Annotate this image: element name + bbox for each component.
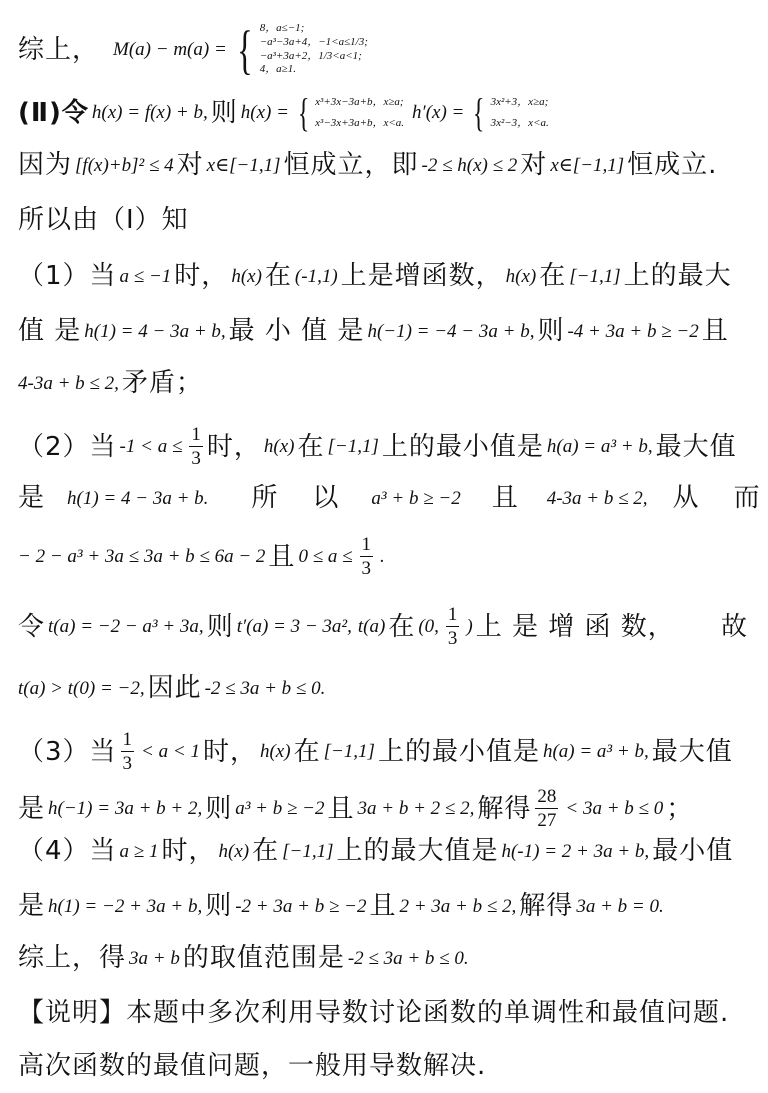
case: x³+3x−3a+b，x≥a; xyxy=(315,96,404,108)
fraction xyxy=(121,730,135,773)
case-2-line-1 xyxy=(18,425,748,468)
formula: h(x) xyxy=(259,741,291,762)
formula: h(1) = 4 − 3a + b, xyxy=(84,320,226,342)
formula: -4 + 3a + b ≥ −2 xyxy=(567,320,699,342)
text: 解得 xyxy=(477,793,532,824)
case: x³−3x+3a+b，x<a. xyxy=(315,116,405,129)
text: 令 xyxy=(18,611,46,642)
formula: < a < 1 xyxy=(141,741,200,762)
text: 上的最大值是 xyxy=(336,836,499,866)
text: 上 是 增 函 数， xyxy=(475,611,675,642)
text: 是 xyxy=(18,793,46,824)
text: 且 xyxy=(491,483,519,513)
case-1-line-3 xyxy=(18,370,748,396)
formula: − 2 − a³ + 3a ≤ 3a + b ≤ 6a − 2 xyxy=(18,546,266,567)
text: 最小值 xyxy=(652,836,734,866)
text: 【说明】本题中多次利用导数讨论函数的单调性和最值问题. xyxy=(18,998,730,1028)
case-1-line-1 xyxy=(18,263,748,289)
text: 时， xyxy=(174,261,229,291)
fraction-numerator: 28 xyxy=(537,786,557,807)
text: 在 xyxy=(293,736,321,767)
brace: { xyxy=(473,89,485,135)
formula: a ≥ 1 xyxy=(119,840,159,862)
case-4-line-2 xyxy=(18,893,748,919)
text: 时， xyxy=(206,431,261,462)
formula: (0, xyxy=(418,616,439,637)
formula: h(1) = 4 − 3a + b. xyxy=(67,487,209,509)
case-3-line-1 xyxy=(18,730,748,773)
reference-line xyxy=(18,207,748,233)
case: 4，a≥1. xyxy=(259,63,296,76)
formula: a³ + b ≥ −2 xyxy=(235,798,325,819)
function-t-result xyxy=(18,675,748,701)
formula: t(a) = −2 − a³ + 3a, xyxy=(48,616,204,637)
formula: t(a) > t(0) = −2, xyxy=(18,677,145,699)
fraction-denominator: 3 xyxy=(447,628,458,649)
fraction-denominator: 27 xyxy=(537,810,557,831)
text: 在 xyxy=(539,261,567,291)
text: 时， xyxy=(202,736,257,767)
formula: 3a + b = 0. xyxy=(576,895,664,917)
summary-line-1 xyxy=(18,19,748,80)
text: 则 xyxy=(206,611,234,642)
text: 则 xyxy=(205,891,233,921)
text: 且 xyxy=(369,891,397,921)
formula: t(a) xyxy=(357,616,386,637)
text: 时， xyxy=(161,836,216,866)
fraction-numerator: 1 xyxy=(122,729,133,750)
text: 上的最小值是 xyxy=(377,736,540,767)
case: −a³+3a+2，1/3<a<1; xyxy=(259,49,362,62)
text: 而 xyxy=(733,483,761,513)
formula: h(x) xyxy=(231,265,262,287)
explanation-line-1 xyxy=(18,1000,748,1026)
fraction-numerator: 1 xyxy=(447,604,458,625)
case: 8，a≤−1; xyxy=(259,22,305,34)
formula: 3a + b + 2 ≤ 2, xyxy=(357,798,475,819)
case-2-line-2 xyxy=(18,483,761,513)
text: 是 xyxy=(18,483,46,513)
formula: h(-1) = 2 + 3a + b, xyxy=(501,840,650,862)
formula: [−1,1] xyxy=(327,436,379,457)
formula: h′(x) = xyxy=(412,102,465,124)
text: 矛盾； xyxy=(121,368,203,398)
text: 综上，得 xyxy=(18,943,127,973)
case: 3x²−3，x<a. xyxy=(490,116,549,129)
formula: 4-3a + b ≤ 2, xyxy=(18,372,119,394)
case: 3x²+3，x≥a; xyxy=(490,96,549,108)
text: 且 xyxy=(327,793,355,824)
fraction-denominator: 3 xyxy=(361,558,372,579)
text: 综上， xyxy=(18,34,100,65)
text: 因此 xyxy=(147,673,202,703)
formula: (-1,1) xyxy=(294,265,338,287)
piecewise-cases xyxy=(260,22,368,77)
text: 上的最小值是 xyxy=(381,431,544,462)
text: 是 xyxy=(18,891,46,921)
text: 则 xyxy=(537,316,565,346)
explanation-line-2 xyxy=(18,1053,748,1079)
fraction-denominator: 3 xyxy=(122,753,133,774)
formula: ) xyxy=(466,616,473,637)
text: (Ⅱ)令 xyxy=(18,97,89,128)
text: 对 xyxy=(520,150,548,180)
fraction xyxy=(535,787,558,830)
text: 对 xyxy=(176,150,204,180)
text: 在 xyxy=(264,261,292,291)
fraction-numerator: 1 xyxy=(361,534,372,555)
formula: 4-3a + b ≤ 2, xyxy=(546,487,648,509)
formula: 3a + b xyxy=(129,947,180,969)
formula: h(−1) = −4 − 3a + b, xyxy=(367,320,535,342)
formula: x∈[−1,1] xyxy=(550,154,625,176)
formula: -2 ≤ h(x) ≤ 2 xyxy=(421,154,518,176)
fraction xyxy=(189,425,203,468)
case-4-line-1 xyxy=(18,838,748,864)
formula: h(1) = −2 + 3a + b, xyxy=(48,895,203,917)
text: 则 xyxy=(205,793,233,824)
text: 在 xyxy=(297,431,325,462)
formula: [f(x)+b]² ≤ 4 xyxy=(75,154,174,176)
text: 因为 xyxy=(18,150,73,180)
text: 最大值 xyxy=(651,736,733,767)
formula: a³ + b ≥ −2 xyxy=(371,487,461,509)
formula: a ≤ −1 xyxy=(119,265,172,287)
condition-line xyxy=(18,152,748,178)
text: 所以由（Ⅰ）知 xyxy=(18,205,189,235)
formula: [−1,1] xyxy=(323,741,375,762)
function-t-line xyxy=(18,605,748,648)
text: 在 xyxy=(388,611,416,642)
text: 所 xyxy=(251,483,279,513)
text: 最大值 xyxy=(655,431,737,462)
text: 且 xyxy=(268,541,296,572)
text: （1）当 xyxy=(18,261,117,291)
formula: -2 ≤ 3a + b ≤ 0. xyxy=(347,947,469,969)
piecewise-cases xyxy=(491,92,549,134)
formula: h(−1) = 3a + b + 2, xyxy=(48,798,203,819)
formula: h(x) xyxy=(505,265,537,287)
formula: t′(a) = 3 − 3a², xyxy=(236,616,352,637)
text: 且 xyxy=(701,316,729,346)
text: （4）当 xyxy=(18,836,117,866)
piecewise-cases xyxy=(315,92,404,134)
text: 最 小 值 是 xyxy=(228,316,365,346)
formula: < 3a + b ≤ 0 xyxy=(565,798,664,819)
brace: { xyxy=(236,19,253,80)
formula: 2 + 3a + b ≤ 2, xyxy=(399,895,517,917)
text: （2）当 xyxy=(18,431,117,462)
case: −a³−3a+4，−1<a≤1/3; xyxy=(259,35,368,48)
formula: h(a) = a³ + b, xyxy=(542,741,649,762)
fraction xyxy=(446,605,460,648)
formula: . xyxy=(380,546,385,567)
formula: h(x) xyxy=(218,840,250,862)
formula: h(a) = a³ + b, xyxy=(546,436,653,457)
case-1-line-2 xyxy=(18,318,748,344)
formula: h(x) xyxy=(263,436,295,457)
fraction-numerator: 1 xyxy=(191,424,201,445)
text: 从 xyxy=(672,483,700,513)
conclusion-line xyxy=(18,945,748,971)
fraction-denominator: 3 xyxy=(191,448,201,469)
case-2-line-3 xyxy=(18,535,748,578)
text: 上是增函数， xyxy=(340,261,503,291)
formula: [−1,1] xyxy=(569,265,621,287)
text: （3）当 xyxy=(18,736,117,767)
text: 上的最大 xyxy=(623,261,732,291)
text: 值 是 xyxy=(18,316,82,346)
case-3-line-2 xyxy=(18,787,748,830)
formula: h(x) = xyxy=(240,102,289,124)
text: 以 xyxy=(312,483,340,513)
formula: M(a) − m(a) = xyxy=(113,39,227,60)
text: 在 xyxy=(252,836,280,866)
fraction xyxy=(360,535,374,578)
text: 恒成立. xyxy=(627,150,718,180)
text: 高次函数的最值问题，一般用导数解决. xyxy=(18,1051,487,1081)
text: 的取值范围是 xyxy=(182,943,345,973)
part-two-line xyxy=(18,89,748,135)
text: 解得 xyxy=(519,891,574,921)
text: 则 xyxy=(210,97,238,128)
formula: -2 + 3a + b ≥ −2 xyxy=(235,895,367,917)
formula: -2 ≤ 3a + b ≤ 0. xyxy=(204,677,326,699)
formula: [−1,1] xyxy=(282,840,334,862)
brace: { xyxy=(297,89,310,135)
text: ； xyxy=(666,793,694,824)
formula: -1 < a ≤ xyxy=(119,436,183,457)
formula: 0 ≤ a ≤ xyxy=(298,546,353,567)
text: 恒成立，即 xyxy=(283,150,419,180)
text: 故 xyxy=(720,611,748,642)
formula: h(x) = f(x) + b, xyxy=(91,102,208,124)
formula: x∈[−1,1] xyxy=(206,154,281,176)
